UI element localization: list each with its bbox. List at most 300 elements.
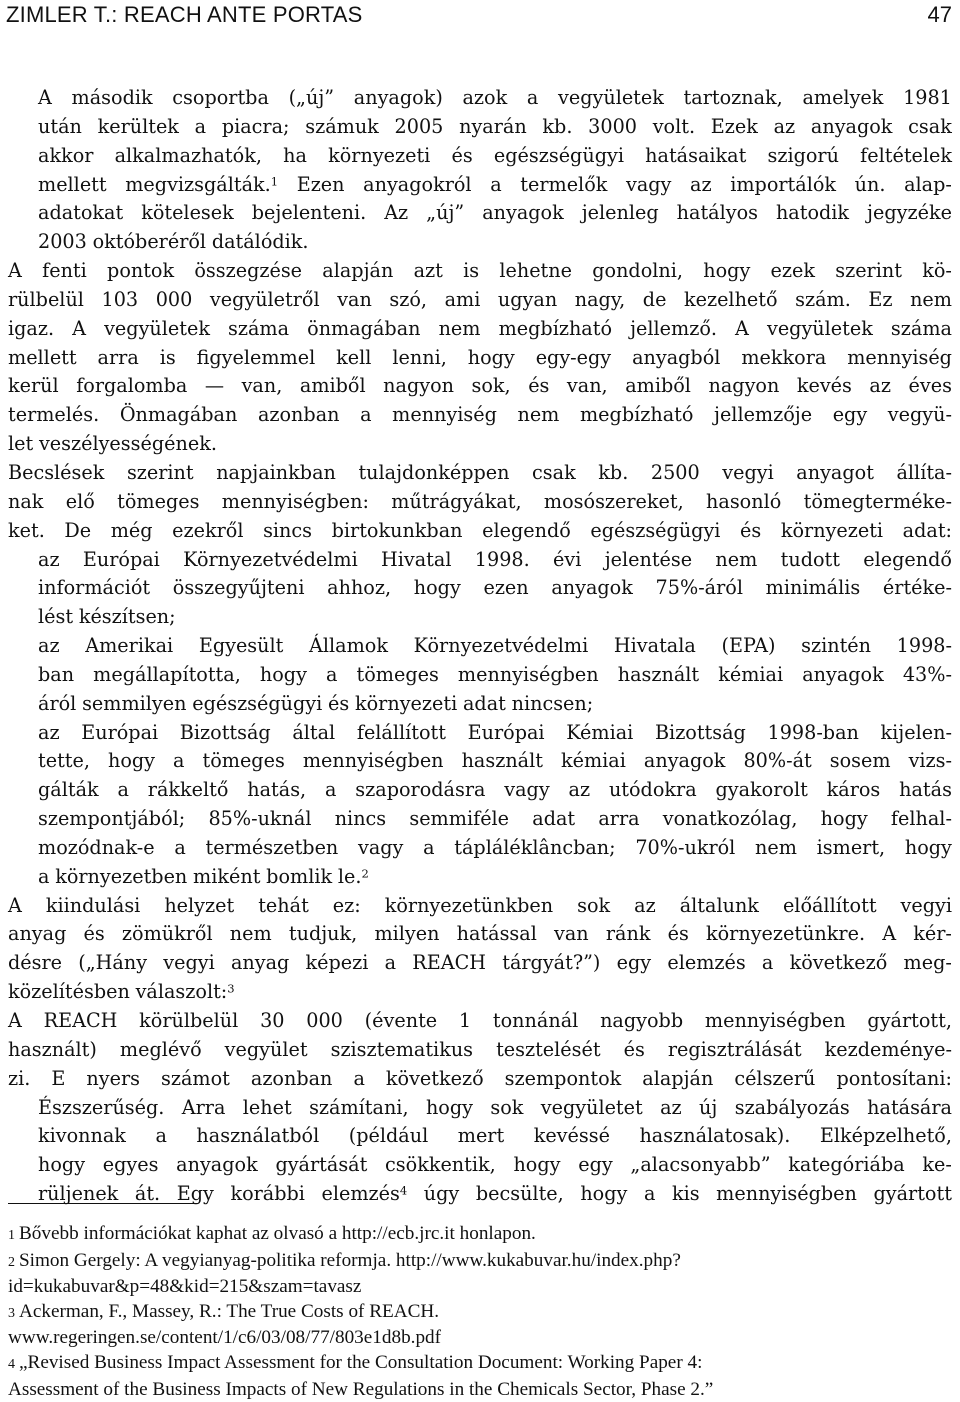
word: mellett	[38, 172, 107, 196]
word: nincs	[334, 807, 387, 831]
word: megvizsgálták.$^1$	[125, 172, 279, 196]
word: hasonló	[706, 489, 782, 513]
word: összegzése	[194, 259, 303, 283]
word: vagy	[504, 778, 550, 802]
text-line	[8, 257, 952, 286]
word: E	[51, 1066, 66, 1090]
word: —	[204, 374, 225, 398]
word: egészségügyi	[493, 143, 624, 167]
word: 43%-	[902, 662, 952, 686]
word: veszélyességének.	[38, 432, 217, 456]
word: anyagok	[551, 576, 633, 600]
word: és	[451, 143, 473, 167]
word: hogy	[467, 345, 515, 369]
word: 2500	[650, 460, 700, 484]
text-line	[8, 315, 952, 344]
word: azt	[413, 259, 443, 283]
word: körülbelül	[139, 1009, 239, 1032]
word: a	[326, 662, 338, 686]
word: hogy	[107, 749, 156, 773]
word: tette,	[38, 749, 90, 773]
word: forgalomba	[76, 374, 188, 398]
word: számot	[161, 1066, 230, 1090]
word: helyzet	[164, 893, 235, 917]
footnote-text: www.regeringen.se/content/1/c6/03/08/77/803e1d8b.pdf	[8, 1327, 442, 1349]
word: lehet	[242, 1095, 292, 1119]
text-line	[8, 776, 952, 805]
word: környezeti	[780, 518, 884, 542]
footnote-number: 2	[8, 1254, 15, 1270]
word: felhal-	[890, 807, 952, 831]
footnote	[8, 1351, 952, 1378]
word: nem	[229, 922, 272, 946]
word: alap-	[904, 172, 952, 196]
word: az	[38, 720, 60, 744]
word: vonatkozólag,	[662, 807, 798, 831]
word: számuk	[305, 114, 379, 138]
word: információt	[38, 576, 151, 600]
word: hatására	[867, 1095, 952, 1119]
word: mennyiségben	[457, 662, 599, 686]
word: anyagok	[802, 662, 884, 686]
text-line	[8, 228, 952, 257]
word: anyagok	[176, 1153, 258, 1177]
word: a	[423, 835, 435, 859]
word: zömükről	[121, 922, 213, 946]
word: A	[8, 259, 22, 283]
word: válaszolt:$^3$	[135, 980, 235, 1004]
word: hogy	[513, 1153, 561, 1177]
word: korábbi	[230, 1182, 305, 1206]
word: elegendő	[482, 518, 571, 542]
word: használatból	[196, 1124, 320, 1148]
word: termelők	[520, 172, 608, 196]
word: nem	[755, 835, 797, 859]
bullet-icon	[0, 719, 8, 748]
word: állíta-	[896, 460, 952, 484]
word: ami	[444, 287, 481, 311]
word: 80%-át	[743, 749, 812, 773]
word: tömeges	[117, 489, 200, 513]
word: kér-	[913, 922, 952, 946]
word: datálódik.	[211, 230, 309, 254]
word: előállított	[782, 893, 877, 917]
word: Becslések	[8, 460, 105, 484]
word: hogy	[820, 807, 868, 831]
word: felállított	[356, 720, 446, 744]
word: 000	[155, 287, 193, 311]
word: vegyületek	[766, 316, 873, 340]
word: meg-	[903, 951, 952, 975]
word: műtrágyákat,	[391, 489, 522, 513]
word: A	[72, 316, 87, 340]
word: éves	[908, 374, 952, 398]
word: 1	[458, 1009, 472, 1032]
word: kevés	[796, 374, 852, 398]
word: 2005	[394, 114, 444, 138]
footnote-ref: 2	[361, 866, 369, 881]
word: nagyon	[708, 374, 780, 398]
footnote-ref: 3	[227, 981, 235, 996]
word: egy-egy	[535, 345, 612, 369]
word: nem	[438, 316, 481, 340]
word: A	[735, 316, 749, 340]
word: 70%-ukról	[635, 835, 736, 859]
word: káros	[826, 778, 881, 802]
word: szintén	[801, 634, 871, 658]
word: 1998-ban	[767, 720, 859, 744]
word: megbízható	[579, 403, 694, 427]
word: úgy	[423, 1182, 460, 1206]
word: is	[463, 259, 480, 283]
word: a	[325, 778, 337, 802]
footnote	[8, 1249, 952, 1276]
word: évi	[553, 547, 582, 571]
word: kerül	[8, 374, 59, 398]
text-line	[8, 199, 952, 228]
word: nem	[517, 403, 560, 427]
word: Európai	[467, 720, 545, 744]
word: Európai	[81, 720, 159, 744]
word: az	[38, 634, 60, 658]
word: hatás	[899, 778, 952, 802]
word: mekkora	[741, 345, 827, 369]
word: kivonnak	[38, 1124, 126, 1148]
footnote-ref: 1	[270, 173, 279, 188]
word: rülbelül	[8, 287, 84, 311]
word: környezeti	[355, 691, 458, 715]
word: vegyületről	[209, 287, 320, 311]
word: képezi	[305, 951, 369, 975]
word: pontosítani:	[836, 1066, 952, 1090]
word: jegyzéke	[867, 201, 952, 225]
word: anyagokról	[363, 172, 472, 196]
text-line	[8, 517, 952, 546]
word: Önmagában	[119, 403, 238, 427]
word: elegendő	[863, 547, 952, 571]
word: azonban	[250, 1066, 333, 1090]
word: gondolni,	[592, 259, 683, 283]
word: ún.	[854, 172, 886, 196]
word: Ezen	[296, 172, 345, 196]
word: sok	[577, 893, 611, 917]
text-line	[8, 892, 952, 921]
word: környezetünkre.	[706, 922, 866, 946]
word: számítani,	[309, 1095, 409, 1119]
footnote-number: 1	[8, 1228, 15, 1243]
word: rákkeltő	[147, 778, 229, 802]
word: arra	[97, 345, 139, 369]
word: rüljenek	[38, 1182, 119, 1206]
text-line	[8, 949, 952, 978]
word: birtokunkban	[331, 518, 463, 542]
word: kevéssé	[533, 1124, 610, 1148]
word: Bizottság	[654, 720, 746, 744]
word: lenni,	[392, 345, 447, 369]
word: sosem	[829, 749, 891, 773]
text-line	[8, 546, 952, 575]
footnote-text: id=kukabuvar&p=48&kid=215&szam=tavasz	[8, 1276, 362, 1298]
text-line	[8, 286, 952, 315]
word: következő	[789, 951, 888, 975]
word: Egyesült	[198, 634, 284, 658]
word: szerint	[126, 460, 194, 484]
word: hogy	[38, 1153, 86, 1177]
word: van,	[241, 374, 283, 398]
word: mozódnak-e	[38, 835, 155, 859]
word: egészségügyi	[590, 518, 721, 542]
word: természetben	[205, 835, 339, 859]
text-line	[8, 113, 952, 142]
word: szerint	[835, 259, 902, 283]
word: összegyűjteni	[172, 576, 305, 600]
text-line	[8, 488, 952, 517]
word: van,	[566, 374, 608, 398]
footnote	[8, 1275, 952, 1300]
word: a	[117, 778, 129, 802]
text-line	[8, 661, 952, 690]
word: anyagból	[632, 345, 721, 369]
word: szám.	[795, 287, 851, 311]
word: azok	[462, 86, 508, 109]
bullet-icon	[0, 632, 8, 661]
word: vegyületet	[540, 1095, 643, 1119]
word: kötelesek	[141, 201, 234, 225]
word: ban	[38, 662, 75, 686]
word: ke-	[922, 1153, 952, 1177]
word: a	[526, 86, 539, 109]
text-line	[8, 84, 952, 113]
word: szigorú	[767, 143, 839, 167]
text-line	[8, 401, 952, 430]
word: tudjuk,	[288, 922, 358, 946]
word: sok	[490, 1095, 524, 1119]
word: ez:	[332, 893, 361, 917]
word: egy	[578, 1153, 613, 1177]
text-line	[8, 747, 952, 776]
word: gyártását	[275, 1153, 368, 1177]
word: szó,	[389, 287, 427, 311]
word: 103	[101, 287, 139, 311]
word: pontok	[107, 259, 175, 283]
word: anyagok	[482, 201, 564, 225]
word: vegyü-	[887, 403, 952, 427]
text-line	[8, 1007, 952, 1036]
word: kezdeménye-	[824, 1037, 952, 1061]
word: önmagában	[307, 316, 421, 340]
word: az	[634, 893, 656, 917]
word: jelenleg	[581, 201, 659, 225]
bullet-icon	[0, 1094, 8, 1123]
word: és	[83, 922, 105, 946]
footnotes	[8, 1222, 952, 1402]
word: hatályos	[676, 201, 758, 225]
word: Kémiai	[566, 720, 634, 744]
word: a	[384, 951, 397, 975]
word: sok,	[471, 374, 511, 398]
word: ahhoz,	[327, 576, 392, 600]
word: napjainkban	[216, 460, 336, 484]
word: Ezek	[710, 114, 758, 138]
word: hogy	[703, 259, 751, 283]
word: ismert,	[816, 835, 886, 859]
word: hatással	[456, 922, 537, 946]
footnote-text: „Revised Business Impact Assessment for the Consultation Document: Working Paper 4:	[19, 1351, 703, 1373]
word: kerültek	[97, 114, 179, 138]
word: száma	[890, 316, 952, 340]
word: anyagot	[796, 460, 874, 484]
word: REACH	[43, 1009, 118, 1032]
text-line	[8, 344, 952, 373]
word: és	[528, 374, 550, 398]
word: kell	[336, 345, 372, 369]
word: egy	[616, 951, 652, 975]
word: volt.	[652, 114, 696, 138]
word: az	[869, 374, 891, 398]
word: kijelen-	[880, 720, 952, 744]
word: ezek	[770, 259, 815, 283]
word: Környezetvédelmi	[413, 634, 589, 658]
word: használatosak).	[639, 1124, 791, 1148]
word: Hivatal	[381, 547, 452, 571]
text-line	[8, 834, 952, 863]
word: még	[110, 518, 153, 542]
word: hogy	[413, 576, 461, 600]
word: vegyi	[722, 460, 774, 484]
text-line	[8, 920, 952, 949]
word: jelentése	[604, 547, 693, 571]
word: kis	[671, 1182, 700, 1206]
word: csoportba	[172, 86, 269, 109]
word: A	[8, 1009, 22, 1032]
word: hatodik	[775, 201, 850, 225]
word: Amerikai	[85, 634, 174, 658]
word: tehát	[258, 893, 309, 917]
word: mennyiségben	[302, 749, 444, 773]
word: figyelemmel	[196, 345, 316, 369]
word: Észszerűség.	[38, 1095, 165, 1119]
footnote	[8, 1300, 952, 1327]
word: bejelenteni.	[251, 201, 367, 225]
word: vegyületek	[104, 316, 210, 340]
text-line	[8, 171, 952, 200]
word: amiből	[299, 374, 366, 398]
word: a	[174, 835, 186, 859]
word: értéke-	[882, 576, 952, 600]
word: zi.	[8, 1066, 31, 1090]
word: után	[38, 114, 82, 138]
word: miként	[193, 864, 261, 888]
word: azonban	[257, 403, 340, 427]
word: kiindulási	[45, 893, 141, 917]
word: tulajdonképpen	[358, 460, 510, 484]
text-line	[8, 1065, 952, 1094]
word: a	[194, 114, 207, 138]
word: semmiféle	[409, 807, 510, 831]
word: ezekről	[172, 518, 244, 542]
word: Európai	[82, 547, 160, 571]
word: elő	[65, 489, 95, 513]
word: és	[667, 922, 689, 946]
word: importálók	[730, 172, 837, 196]
word: egyes	[102, 1153, 159, 1177]
word: tudott	[780, 547, 840, 571]
word: Arra	[181, 1095, 226, 1119]
word: csak	[908, 114, 952, 138]
word: ha	[283, 143, 307, 167]
footnote-separator	[8, 1203, 198, 1204]
footnote	[8, 1378, 952, 1402]
word: elemzés	[667, 951, 746, 975]
word: („Hány	[78, 951, 148, 975]
word: akkor	[38, 143, 94, 167]
word: kb.	[598, 460, 629, 484]
word: megbízható	[498, 316, 612, 340]
word: anyagok	[643, 749, 726, 773]
word: ránk	[605, 922, 651, 946]
word: 2003	[38, 230, 87, 254]
word: 30	[260, 1009, 285, 1032]
word: kö-	[922, 259, 952, 283]
bullet-icon	[0, 84, 8, 113]
word: szempontok	[504, 1066, 622, 1090]
word: van	[337, 287, 372, 311]
word: désre	[8, 951, 63, 975]
text-line	[8, 805, 952, 834]
word: nak	[8, 489, 44, 513]
page-number: 47	[927, 2, 952, 27]
word: is	[159, 345, 176, 369]
word: az	[568, 778, 591, 802]
word: tömeges	[202, 749, 285, 773]
word: hatás,	[247, 778, 307, 802]
word: a	[38, 864, 50, 888]
word: piacra;	[221, 114, 290, 138]
text-line	[8, 632, 952, 661]
text-line	[8, 1094, 952, 1123]
word: egy	[832, 403, 868, 427]
word: 1998.	[474, 547, 530, 571]
word: „új”	[426, 201, 465, 225]
word: használt	[461, 749, 543, 773]
word: vagy	[358, 835, 404, 859]
word: az	[38, 547, 60, 571]
word: mennyiségben	[716, 1182, 857, 1206]
word: (évente	[364, 1009, 438, 1032]
text-line	[8, 574, 952, 603]
word: amelyek	[802, 86, 884, 109]
word: Ez	[868, 287, 893, 311]
word: nincsen;	[511, 691, 594, 715]
word: ugyan	[497, 287, 558, 311]
word: utódokra	[608, 778, 697, 802]
bullet-icon	[0, 546, 8, 575]
word: 3000	[588, 114, 637, 138]
word: tesztelését	[496, 1037, 601, 1061]
word: készítsen;	[78, 605, 176, 629]
word: sincs	[263, 518, 313, 542]
word: lehetne	[499, 259, 572, 283]
word: és	[328, 691, 350, 715]
word: környezeti	[328, 143, 431, 167]
footnote-text: Ackerman, F., Massey, R.: The True Costs of REACH.	[19, 1300, 440, 1322]
word: Bizottság	[179, 720, 271, 744]
word: októberéről	[92, 230, 207, 254]
word: gálták	[38, 778, 99, 802]
word: jellemzője	[714, 403, 813, 427]
word: az	[773, 114, 796, 138]
word: a	[643, 1182, 656, 1206]
